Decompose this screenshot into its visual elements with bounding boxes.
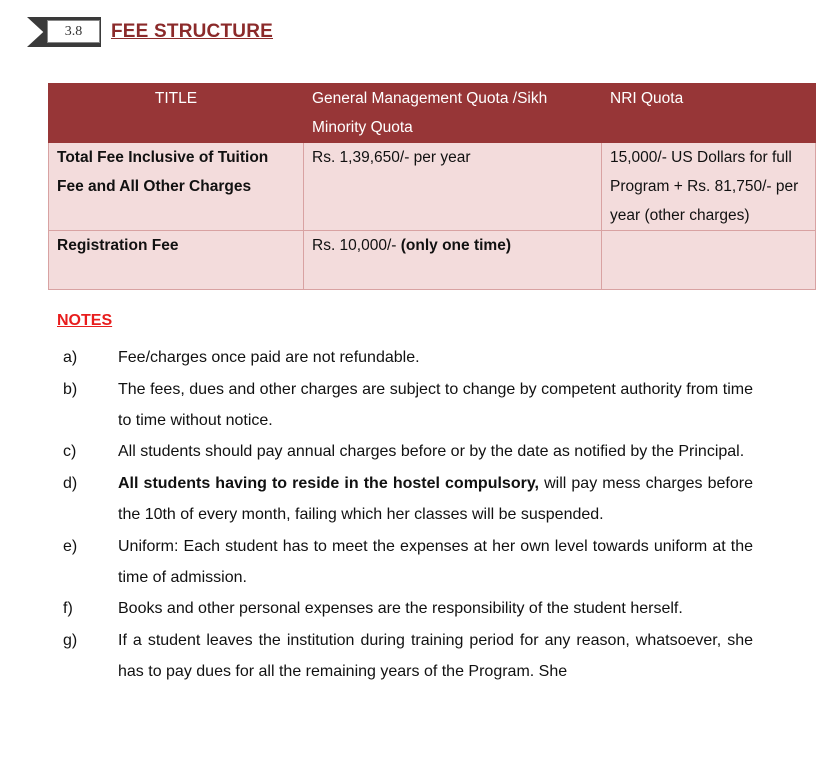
list-item: [63, 437, 753, 468]
cell-nri-registration-fee: [602, 231, 816, 290]
note-text: [118, 375, 753, 437]
cell-general-registration-fee: [304, 231, 602, 290]
note-letter: c): [63, 443, 77, 461]
note-bold-text: All students having to reside in the hostel compulsory,: [118, 475, 539, 493]
cell-nri-total-fee: 15,000/- US Dollars for full Program + Rs. 81,750/- per year (other charges): [602, 143, 816, 231]
note-letter: g): [63, 632, 78, 650]
note-text: [118, 343, 753, 374]
note-letter: a): [63, 349, 78, 366]
registration-note: (only one time): [400, 237, 511, 254]
note-letter: f): [63, 600, 73, 618]
note-body-text: will pay mess charges before the 10th of every month, failing which her classes will be suspended.: [118, 475, 753, 523]
note-body-text: Uniform: Each student has to meet the expenses at her own level towards uniform at the time of admission.: [118, 537, 753, 586]
note-text: [118, 532, 753, 594]
row-title-total-fee: Total Fee Inclusive of Tuition Fee and All Other Charges: [49, 143, 304, 231]
section-number-badge: [27, 17, 103, 49]
section-number: 3.8: [47, 20, 100, 43]
column-header-title: TITLE: [49, 84, 304, 143]
column-header-general-quota: General Management Quota /Sikh Minority Quota: [304, 84, 602, 143]
note-body-text: Books and other personal expenses are the responsibility of the student herself.: [118, 600, 683, 618]
note-body-text: If a student leaves the institution during training period for any reason, whatsoever, she has to pay dues for all the remaining years of the Program. She: [118, 632, 753, 680]
list-item: [63, 594, 753, 625]
row-title-registration-fee: Registration Fee: [49, 231, 304, 290]
note-text: [118, 437, 753, 468]
note-body-text: Fee/charges once paid are not refundable.: [118, 349, 420, 366]
note-letter: d): [63, 475, 78, 493]
registration-amount: Rs. 10,000/-: [312, 237, 401, 254]
note-letter: b): [63, 380, 78, 398]
table-header-row: [49, 84, 816, 143]
cell-general-total-fee: Rs. 1,39,650/- per year: [304, 143, 602, 231]
note-text: [118, 626, 753, 688]
table-row: [49, 231, 816, 290]
notes-list: [63, 343, 753, 689]
list-item: [63, 375, 753, 437]
fee-structure-table: [48, 83, 816, 290]
list-item: [63, 343, 753, 374]
column-header-nri-quota: NRI Quota: [602, 84, 816, 143]
note-body-text: The fees, dues and other charges are subject to change by competent authority from time to time without notice.: [118, 380, 753, 429]
notes-heading: NOTES: [57, 312, 113, 329]
section-title: FEE STRUCTURE: [111, 21, 273, 42]
list-item: [63, 469, 753, 531]
note-body-text: All students should pay annual charges before or by the date as notified by the Principal.: [118, 443, 745, 461]
list-item: [63, 532, 753, 594]
note-text: [118, 594, 753, 625]
note-text: [118, 469, 753, 531]
table-row: [49, 143, 816, 231]
list-item: [63, 626, 753, 688]
note-letter: e): [63, 537, 78, 555]
